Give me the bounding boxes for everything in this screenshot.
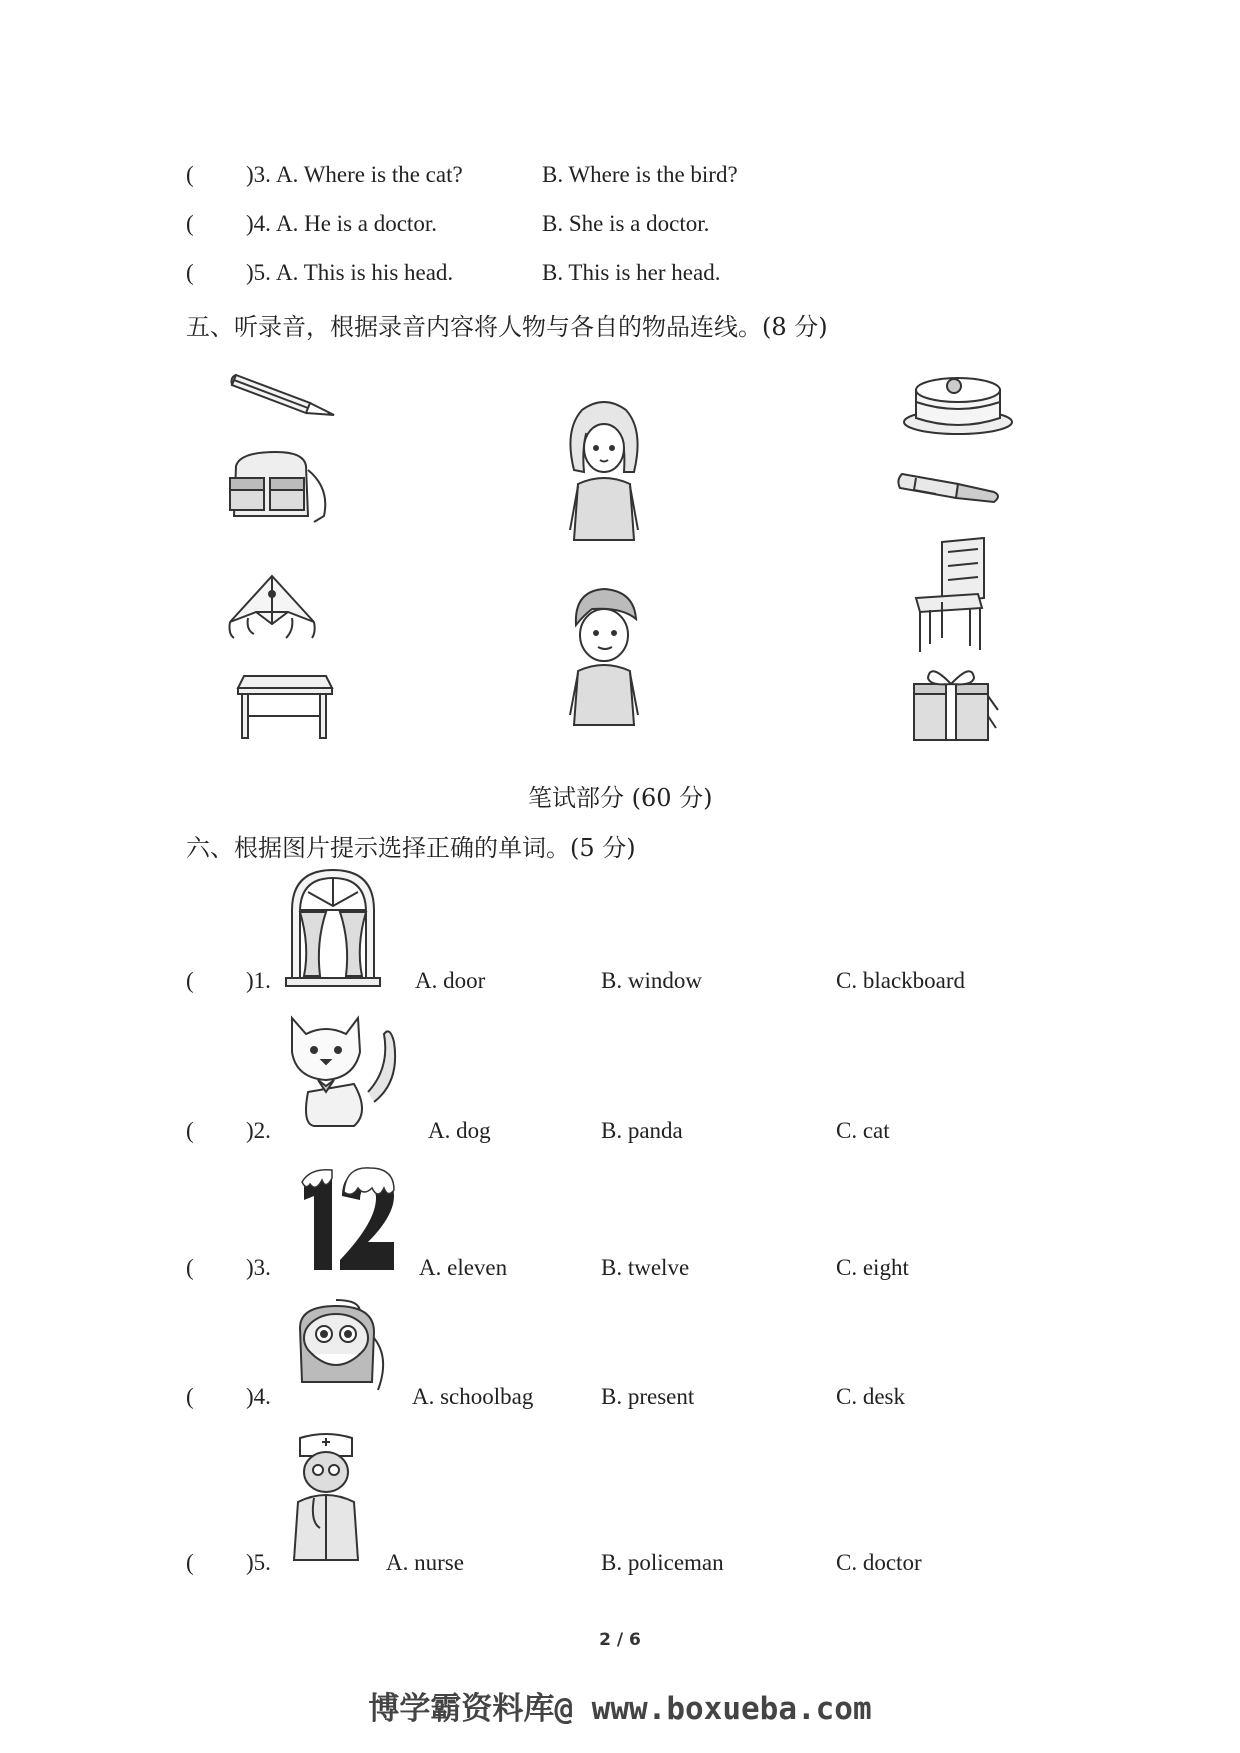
option-b: B. This is her head. <box>542 260 721 285</box>
option-a: A. This is his head. <box>276 260 454 285</box>
page-number: 2 / 6 <box>599 1630 641 1650</box>
answer-paren[interactable]: ( <box>186 162 194 187</box>
cat-icon <box>284 1012 408 1132</box>
written-part-title: 笔试部分 (60 分) <box>528 784 713 812</box>
cake-icon[interactable] <box>900 362 1016 436</box>
boy-icon[interactable] <box>562 585 646 731</box>
schoolbag-icon <box>290 1298 386 1398</box>
option-b[interactable]: B. twelve <box>601 1255 690 1280</box>
answer-paren[interactable]: ( <box>186 1255 194 1280</box>
option-a[interactable]: A. dog <box>428 1118 491 1143</box>
answer-paren[interactable]: ( <box>186 1550 194 1575</box>
section-5-title: 五、听录音，根据录音内容将人物与各自的物品连线。(8 分) <box>186 313 828 341</box>
option-a: A. Where is the cat? <box>276 162 463 187</box>
option-b[interactable]: B. panda <box>601 1118 683 1143</box>
girl-icon[interactable] <box>562 400 646 546</box>
option-c[interactable]: C. cat <box>836 1118 890 1143</box>
chair-icon[interactable] <box>912 538 988 656</box>
desk-icon[interactable] <box>234 672 334 742</box>
answer-paren[interactable]: ( <box>186 968 194 993</box>
number-twelve-icon <box>296 1166 400 1276</box>
answer-paren[interactable]: ( <box>186 211 194 236</box>
answer-paren[interactable]: ( <box>186 1384 194 1409</box>
item-number: )4. <box>246 211 271 236</box>
option-a[interactable]: A. nurse <box>386 1550 464 1575</box>
option-c[interactable]: C. doctor <box>836 1550 922 1575</box>
item-number: )3. <box>246 162 271 187</box>
doctor-icon <box>290 1432 364 1566</box>
section-6-title: 六、根据图片提示选择正确的单词。(5 分) <box>186 834 636 862</box>
option-b: B. Where is the bird? <box>542 162 738 187</box>
present-icon[interactable] <box>910 666 1000 744</box>
option-b: B. She is a doctor. <box>542 211 710 236</box>
schoolbag-left-icon[interactable] <box>226 448 332 528</box>
option-c[interactable]: C. eight <box>836 1255 909 1280</box>
option-a[interactable]: A. door <box>415 968 486 993</box>
option-b[interactable]: B. present <box>601 1384 695 1409</box>
option-c[interactable]: C. blackboard <box>836 968 966 993</box>
answer-paren[interactable]: ( <box>186 1118 194 1143</box>
window-icon <box>286 866 380 988</box>
item-number: )5. <box>246 260 271 285</box>
option-c[interactable]: C. desk <box>836 1384 905 1409</box>
option-b[interactable]: B. policeman <box>601 1550 724 1575</box>
option-a: A. He is a doctor. <box>276 211 437 236</box>
answer-paren[interactable]: ( <box>186 260 194 285</box>
option-b[interactable]: B. window <box>601 968 702 993</box>
item-number: )5. <box>246 1550 271 1575</box>
option-a[interactable]: A. eleven <box>419 1255 508 1280</box>
item-number: )3. <box>246 1255 271 1280</box>
option-a[interactable]: A. schoolbag <box>412 1384 534 1409</box>
watermark: 博学霸资料库@ www.boxueba.com <box>368 1691 872 1727</box>
item-number: )4. <box>246 1384 271 1409</box>
item-number: )2. <box>246 1118 271 1143</box>
pen-icon[interactable] <box>896 468 1006 508</box>
pencil-icon[interactable] <box>232 365 342 420</box>
kite-icon[interactable] <box>228 572 328 647</box>
item-number: )1. <box>246 968 271 993</box>
